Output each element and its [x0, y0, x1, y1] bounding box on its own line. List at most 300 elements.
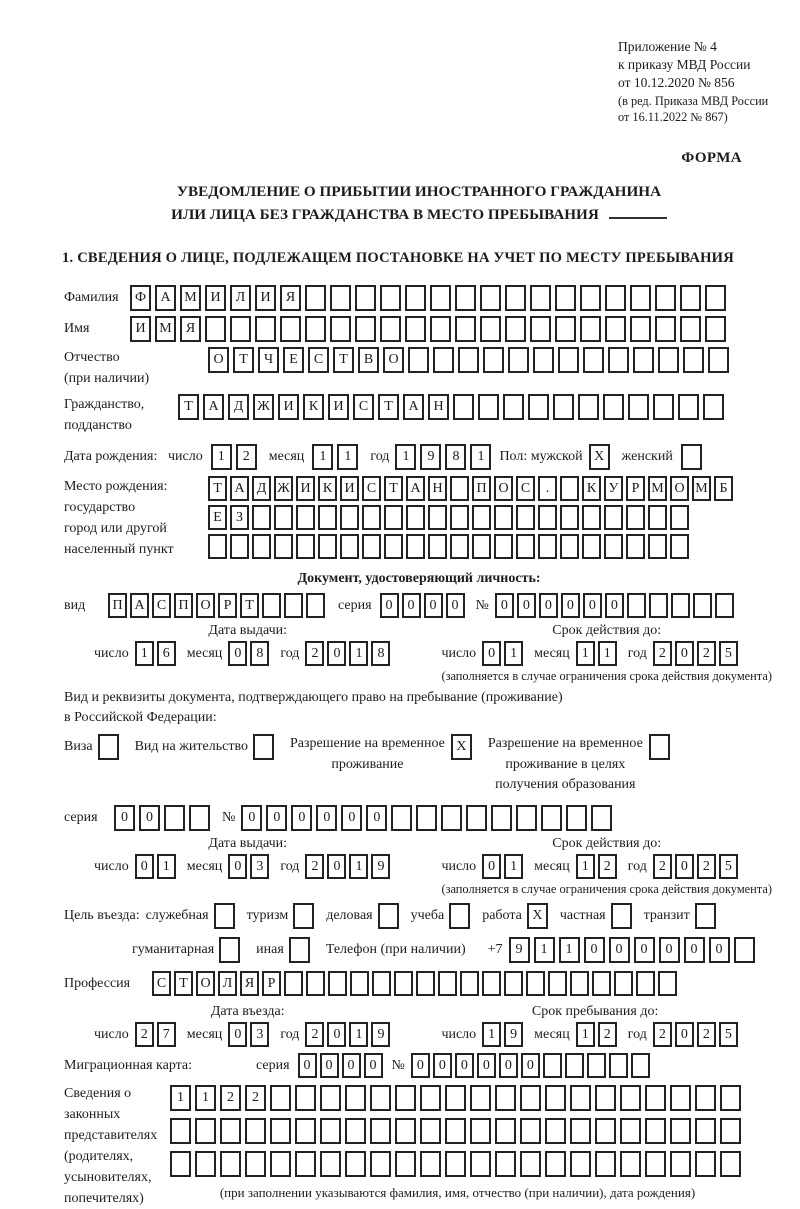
form-cell: [274, 505, 293, 530]
form-cell: [538, 505, 557, 530]
form-cell: [420, 1151, 441, 1177]
legal-reps-label: Сведения о законных представителях (родителях, усыновителях, попечителях): [64, 1086, 158, 1207]
form-cell: [362, 534, 381, 559]
form-cell: [720, 1085, 741, 1111]
form-cell: 2: [305, 854, 324, 879]
form-cell: А: [130, 593, 149, 618]
entry-date-col: [94, 1004, 401, 1047]
form-cell: 2: [135, 1022, 154, 1047]
form-cell: [220, 1118, 241, 1144]
form-cell: [705, 316, 726, 342]
form-cell: [449, 903, 470, 929]
form-cell: [318, 505, 337, 530]
sex-male-checkbox[interactable]: [589, 444, 614, 470]
purpose-transit-checkbox[interactable]: [695, 903, 720, 929]
doc-number-label: №: [475, 597, 489, 613]
form-cell: 2: [245, 1085, 266, 1111]
form-cell: 1: [598, 641, 617, 666]
visa-option: Виза: [64, 734, 123, 760]
form-cell: 2: [220, 1085, 241, 1111]
form-cell: [450, 534, 469, 559]
form-cell: Р: [218, 593, 237, 618]
sex-female-checkbox[interactable]: [681, 444, 706, 470]
purpose-tourism-checkbox[interactable]: [293, 903, 318, 929]
form-cell: П: [174, 593, 193, 618]
purpose-transit: транзит: [644, 903, 720, 929]
resdoc-series-row: [64, 805, 774, 831]
phone-field[interactable]: [509, 937, 759, 963]
resdoc-text-1: Вид и реквизиты документа, подтверждающего право на пребывание (проживание): [64, 690, 563, 706]
form-cell: [380, 316, 401, 342]
entry-year-field[interactable]: [305, 1022, 393, 1047]
form-cell: [570, 1118, 591, 1144]
form-cell: 1: [157, 854, 176, 879]
birthplace-fields: [208, 476, 736, 563]
form-cell: [695, 1151, 716, 1177]
form-cell: [208, 534, 227, 559]
form-cell: 1: [534, 937, 555, 963]
form-cell: [289, 937, 310, 963]
profession-field[interactable]: [152, 971, 680, 996]
form-cell: [170, 1118, 191, 1144]
form-cell: 0: [659, 937, 680, 963]
form-cell: [555, 316, 576, 342]
form-cell: [545, 1118, 566, 1144]
form-cell: [345, 1085, 366, 1111]
form-cell: 1: [504, 854, 523, 879]
form-cell: И: [296, 476, 315, 501]
form-cell: [655, 316, 676, 342]
form-cell: [255, 316, 276, 342]
form-cell: [330, 316, 351, 342]
form-cell: [306, 593, 325, 618]
form-cell: [320, 1085, 341, 1111]
form-cell: Т: [233, 347, 254, 373]
form-cell: [495, 1151, 516, 1177]
form-cell: [715, 593, 734, 618]
res-valid-month-field[interactable]: [576, 854, 620, 879]
form-cell: [648, 505, 667, 530]
form-cell: [416, 805, 437, 831]
month-label: месяц: [268, 449, 305, 465]
form-cell: [653, 394, 674, 420]
purpose-private: частная: [560, 903, 636, 929]
form-cell: Ф: [130, 285, 151, 311]
form-cell: [708, 347, 729, 373]
form-cell: Б: [714, 476, 733, 501]
res-issue-year-field[interactable]: [305, 854, 393, 879]
form-cell: 2: [653, 1022, 672, 1047]
legal-reps-fields: [170, 1085, 745, 1201]
doc-valid-month-field[interactable]: [576, 641, 620, 666]
form-cell: [520, 1151, 541, 1177]
mig-series-field[interactable]: [298, 1053, 386, 1078]
form-cell: 0: [424, 593, 443, 618]
doc-issue-day-field[interactable]: [135, 641, 179, 666]
birth-month-field[interactable]: [312, 444, 362, 470]
form-cell: 0: [327, 641, 346, 666]
birth-year-field[interactable]: [395, 444, 495, 470]
surname-field[interactable]: [130, 285, 730, 311]
form-cell: [720, 1151, 741, 1177]
form-cell: [466, 805, 487, 831]
entry-day-field[interactable]: [135, 1022, 179, 1047]
form-cell: 9: [504, 1022, 523, 1047]
form-cell: Р: [262, 971, 281, 996]
iddoc-dates-block: [64, 623, 774, 684]
form-cell: 8: [445, 444, 466, 470]
form-cell: [458, 347, 479, 373]
form-cell: К: [303, 394, 324, 420]
form-cell: [284, 971, 303, 996]
form-cell: [450, 505, 469, 530]
form-cell: О: [494, 476, 513, 501]
form-cell: 0: [364, 1053, 383, 1078]
form-cell: 0: [228, 641, 247, 666]
form-cell: [595, 1118, 616, 1144]
rvp-edu-option: Разрешение на временное проживание в целях получения образования: [488, 734, 674, 795]
form-cell: [355, 316, 376, 342]
form-cell: 9: [371, 854, 390, 879]
res-issue-month-field[interactable]: [228, 854, 272, 879]
form-cell: 2: [305, 1022, 324, 1047]
birthdate-row: [64, 444, 774, 470]
form-cell: Т: [384, 476, 403, 501]
form-cell: 0: [495, 593, 514, 618]
form-cell: Н: [428, 394, 449, 420]
form-cell: [328, 971, 347, 996]
form-cell: [494, 505, 513, 530]
form-cell: 5: [719, 854, 738, 879]
form-cell: С: [152, 971, 171, 996]
form-cell: [530, 316, 551, 342]
form-cell: [520, 1085, 541, 1111]
form-cell: 1: [576, 641, 595, 666]
form-cell: О: [196, 971, 215, 996]
form-cell: [560, 505, 579, 530]
purpose-humanitarian-checkbox[interactable]: [219, 937, 244, 963]
form-cell: [478, 394, 499, 420]
purpose-study-checkbox[interactable]: [449, 903, 474, 929]
form-cell: Е: [283, 347, 304, 373]
form-cell: 0: [539, 593, 558, 618]
section-1-heading: 1. СВЕДЕНИЯ О ЛИЦЕ, ПОДЛЕЖАЩЕМ ПОСТАНОВКЕ НА УЧЕТ ПО МЕСТУ ПРЕБЫВАНИЯ: [62, 250, 734, 267]
res-valid-year-field[interactable]: [653, 854, 741, 879]
form-cell: X: [589, 444, 610, 470]
form-cell: М: [692, 476, 711, 501]
form-cell: 0: [455, 1053, 474, 1078]
form-cell: [450, 476, 469, 501]
appendix-block: [618, 38, 774, 126]
form-cell: К: [318, 476, 337, 501]
form-cell: С: [353, 394, 374, 420]
form-cell: 0: [561, 593, 580, 618]
form-cell: 2: [697, 854, 716, 879]
form-cell: [570, 971, 589, 996]
form-cell: [626, 505, 645, 530]
form-cell: [438, 971, 457, 996]
entry-month-field[interactable]: [228, 1022, 272, 1047]
purpose-study: учеба: [411, 903, 475, 929]
form-cell: [391, 805, 412, 831]
citizenship-field[interactable]: [178, 394, 728, 420]
form-cell: [582, 505, 601, 530]
form-cell: [170, 1151, 191, 1177]
form-cell: [671, 593, 690, 618]
purpose-private-checkbox[interactable]: [611, 903, 636, 929]
form-cell: [592, 971, 611, 996]
purpose-work-checkbox[interactable]: [527, 903, 552, 929]
form-cell: 5: [719, 1022, 738, 1047]
form-cell: [693, 593, 712, 618]
form-cell: [318, 534, 337, 559]
form-cell: [620, 1085, 641, 1111]
purpose-other-checkbox[interactable]: [289, 937, 314, 963]
form-cell: [570, 1085, 591, 1111]
form-cell: [370, 1118, 391, 1144]
form-cell: [472, 505, 491, 530]
form-cell: [655, 285, 676, 311]
patronymic-field[interactable]: [208, 347, 733, 373]
form-cell: [583, 347, 604, 373]
form-cell: [494, 534, 513, 559]
form-cell: 0: [402, 593, 421, 618]
res-number-label: №: [222, 810, 236, 826]
form-cell: Л: [218, 971, 237, 996]
reps-row2-field[interactable]: [170, 1118, 745, 1144]
form-cell: Т: [240, 593, 259, 618]
form-cell: [703, 394, 724, 420]
form-cell: [670, 1118, 691, 1144]
form-cell: 0: [411, 1053, 430, 1078]
mig-number-label: №: [391, 1057, 405, 1073]
form-cell: [680, 316, 701, 342]
stay-day-field[interactable]: [482, 1022, 526, 1047]
form-cell: [695, 903, 716, 929]
birthplace-row1-field[interactable]: [208, 476, 736, 501]
form-cell: [380, 285, 401, 311]
form-cell: 2: [697, 641, 716, 666]
form-cell: 0: [499, 1053, 518, 1078]
entry-dates-block: [64, 1004, 774, 1047]
purpose-official-checkbox[interactable]: [214, 903, 239, 929]
form-cell: 3: [250, 1022, 269, 1047]
form-cell: Я: [280, 285, 301, 311]
res-series-field[interactable]: [114, 805, 214, 831]
form-cell: [420, 1118, 441, 1144]
form-cell: [609, 1053, 628, 1078]
res-series-label: серия: [64, 810, 98, 826]
form-cell: [252, 505, 271, 530]
form-cell: [670, 505, 689, 530]
purpose-row: [64, 903, 774, 929]
form-cell: [508, 347, 529, 373]
rvp-edu-checkbox[interactable]: [649, 734, 674, 760]
form-cell: [570, 1151, 591, 1177]
form-cell: [505, 285, 526, 311]
form-cell: 2: [305, 641, 324, 666]
visa-checkbox[interactable]: [98, 734, 123, 760]
iddoc-row: [64, 593, 774, 618]
form-cell: [495, 1085, 516, 1111]
form-cell: [195, 1118, 216, 1144]
form-cell: [472, 534, 491, 559]
form-cell: [416, 971, 435, 996]
form-cell: П: [108, 593, 127, 618]
form-cell: И: [255, 285, 276, 311]
form-cell: [649, 734, 670, 760]
form-cell: [384, 534, 403, 559]
res-number-field[interactable]: [241, 805, 616, 831]
rvp-checkbox[interactable]: [451, 734, 476, 760]
form-cell: [362, 505, 381, 530]
res-valid-date: число 0 1 месяц 1 2 год 2 0 2 5: [441, 854, 772, 879]
citizenship-label: Гражданство, подданство: [64, 397, 145, 434]
form-cell: И: [205, 285, 226, 311]
form-cell: [274, 534, 293, 559]
form-cell: [649, 593, 668, 618]
form-cell: 1: [312, 444, 333, 470]
form-cell: 0: [241, 805, 262, 831]
form-cell: [605, 316, 626, 342]
form-cell: [558, 347, 579, 373]
form-cell: [545, 1151, 566, 1177]
form-cell: 0: [477, 1053, 496, 1078]
citizenship-row: [64, 394, 774, 436]
form-cell: С: [516, 476, 535, 501]
reps-row1-field[interactable]: [170, 1085, 745, 1111]
form-cell: [505, 316, 526, 342]
stay-until-date: число 1 9 месяц 1 2 год 2 0 2 5: [441, 1022, 748, 1047]
form-cell: М: [180, 285, 201, 311]
form-cell: [678, 394, 699, 420]
form-cell: 0: [482, 641, 501, 666]
doc-type-field[interactable]: [108, 593, 328, 618]
form-cell: [595, 1085, 616, 1111]
doc-valid-day-field[interactable]: [482, 641, 526, 666]
form-cell: [395, 1085, 416, 1111]
form-cell: [670, 534, 689, 559]
title-line-2: ИЛИ ЛИЦА БЕЗ ГРАЖДАНСТВА В МЕСТО ПРЕБЫВАНИЯ: [64, 204, 774, 227]
doc-valid-year-field[interactable]: [653, 641, 741, 666]
form-cell: 0: [517, 593, 536, 618]
form-cell: 0: [320, 1053, 339, 1078]
form-cell: 2: [598, 854, 617, 879]
birthplace-row2-field[interactable]: [208, 505, 736, 530]
form-cell: 0: [342, 1053, 361, 1078]
form-cell: 1: [576, 1022, 595, 1047]
form-cell: 7: [157, 1022, 176, 1047]
form-cell: [503, 394, 524, 420]
patronymic-row: [64, 347, 774, 389]
doc-issue-month-field[interactable]: [228, 641, 272, 666]
residence-permit-checkbox[interactable]: [253, 734, 278, 760]
form-cell: Т: [208, 476, 227, 501]
form-cell: [98, 734, 119, 760]
form-cell: [295, 1151, 316, 1177]
stay-year-field[interactable]: [653, 1022, 741, 1047]
form-cell: [460, 971, 479, 996]
form-cell: 0: [609, 937, 630, 963]
purpose-business-checkbox[interactable]: [378, 903, 403, 929]
legal-reps-note: (при заполнении указываются фамилия, имя, отчество (при наличии), дата рождения): [219, 1185, 696, 1201]
year-label: год: [370, 449, 390, 465]
form-cell: [604, 505, 623, 530]
name-label: Имя: [64, 321, 90, 337]
form-cell: 1: [504, 641, 523, 666]
form-cell: 0: [684, 937, 705, 963]
form-cell: [428, 505, 447, 530]
form-cell: [293, 903, 314, 929]
form-cell: [683, 347, 704, 373]
form-cell: [670, 1085, 691, 1111]
purpose-business: деловая: [326, 903, 402, 929]
form-cell: [355, 285, 376, 311]
iddoc-heading: Документ, удостоверяющий личность:: [297, 571, 541, 587]
purpose-work: работа X: [482, 903, 552, 929]
reps-row3-field[interactable]: [170, 1151, 745, 1177]
form-cell: О: [196, 593, 215, 618]
form-cell: 0: [675, 1022, 694, 1047]
form-cell: С: [152, 593, 171, 618]
res-issue-day-field[interactable]: [135, 854, 179, 879]
mig-number-field[interactable]: [411, 1053, 653, 1078]
form-cell: Т: [333, 347, 354, 373]
form-cell: [394, 971, 413, 996]
purpose-label: Цель въезда:: [64, 908, 140, 924]
birth-day-field[interactable]: [211, 444, 261, 470]
form-cell: [555, 285, 576, 311]
doc-number-field[interactable]: [495, 593, 737, 618]
form-cell: [295, 1118, 316, 1144]
form-cell: П: [472, 476, 491, 501]
birthplace-row: [64, 476, 774, 563]
form-cell: 6: [157, 641, 176, 666]
res-issue-date: число 0 1 месяц 0 3 год 2 0 1 9: [94, 854, 401, 879]
form-cell: 1: [337, 444, 358, 470]
doc-issue-year-field[interactable]: [305, 641, 393, 666]
form-cell: Ж: [253, 394, 274, 420]
form-cell: [633, 347, 654, 373]
form-cell: [548, 971, 567, 996]
form-cell: М: [155, 316, 176, 342]
res-valid-day-field[interactable]: [482, 854, 526, 879]
form-cell: 2: [236, 444, 257, 470]
form-cell: [530, 285, 551, 311]
form-cell: [580, 285, 601, 311]
form-cell: [252, 534, 271, 559]
name-field[interactable]: [130, 316, 730, 342]
appendix-line: к приказу МВД России: [618, 57, 751, 73]
form-cell: [543, 1053, 562, 1078]
surname-row: [64, 285, 774, 311]
form-cell: [428, 534, 447, 559]
form-cell: 0: [675, 854, 694, 879]
form-cell: А: [230, 476, 249, 501]
iddoc-issue-date: число 1 6 месяц 0 8 год 2 0 1 8: [94, 641, 401, 666]
form-cell: [480, 316, 501, 342]
form-cell: 8: [371, 641, 390, 666]
title-blank-underline: [609, 204, 667, 219]
phone-prefix: +7: [487, 942, 503, 958]
form-cell: [284, 593, 303, 618]
stay-month-field[interactable]: [576, 1022, 620, 1047]
iddoc-issue-col: [94, 623, 401, 684]
doc-series-field[interactable]: [380, 593, 468, 618]
birthplace-row3-field[interactable]: [208, 534, 736, 559]
form-cell: А: [155, 285, 176, 311]
day-label: число: [168, 449, 203, 465]
